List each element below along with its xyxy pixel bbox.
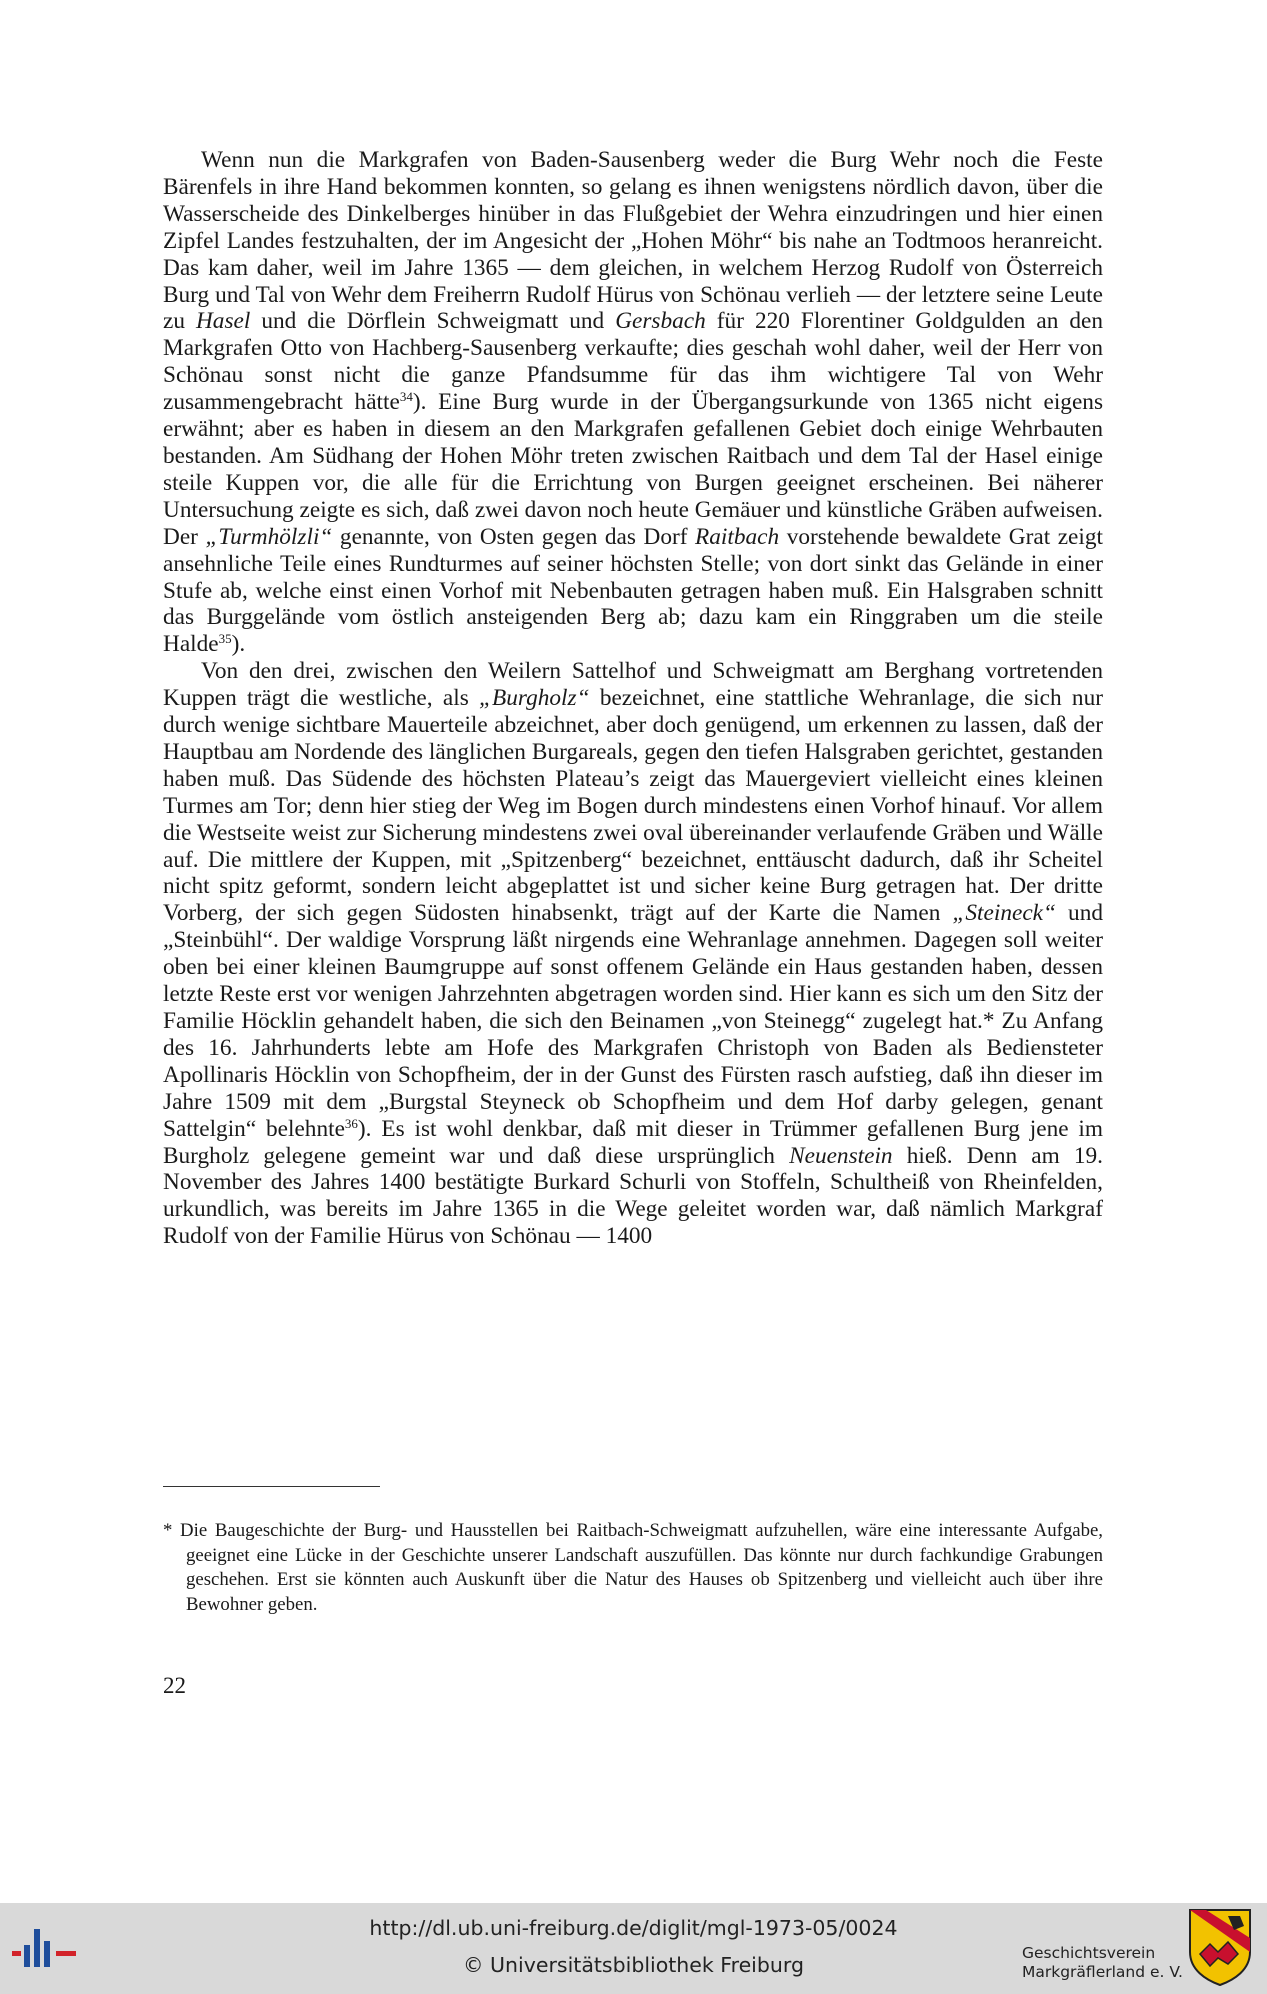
footnote-reference: 34	[399, 389, 413, 405]
main-text	[163, 147, 1103, 1250]
italic-term: „Steineck“	[952, 900, 1056, 927]
footnote-reference: 35	[218, 631, 232, 647]
footer-url-link[interactable]: http://dl.ub.uni-freiburg.de/diglit/mgl-1973-05/0024	[369, 1916, 898, 1940]
page-number: 22	[163, 1673, 186, 1698]
paragraph-1: Wenn nun die Markgrafen von Baden-Sausenberg weder die Burg Wehr noch die Feste Bärenfels in ihre Hand bekommen konnten, so gelang es ihnen wenigstens nördlich davon, über die Wasserscheide des Dinkelberges hinüber in das Flußgebiet der Wehra einzudringen und hier einen Zipfel Landes festzuhalten, der im Angesicht der „Hohen Möhr“ bis nahe an Todtmoos heranreicht. Das kam daher, weil im Jahre 1365 — dem gleichen, in welchem Herzog Rudolf von Österreich Burg und Tal von Wehr dem Freiherrn Rudolf Hürus von Schönau verlieh — der letztere seine Leute zu Hasel und die Dörflein Schweigmatt und Gersbach für 220 Florentiner Goldgulden an den Markgrafen Otto von Hachberg-Sausenberg verkaufte; dies geschah wohl daher, weil der Herr von Schönau sonst nicht die ganze Pfandsumme für das ihm wichtigere Tal von Wehr zusammengebracht hätte$^{34}$). Eine Burg wurde in der Übergangsurkunde von 1365 nicht eigens erwähnt; aber es haben in diesem an den Markgrafen gefallenen Gebiet doch einige Wehrbauten bestanden. Am Südhang der Hohen Möhr treten zwischen Raitbach und dem Tal der Hasel einige steile Kuppen vor, die alle für die Errichtung von Burgen geeignet erscheinen. Bei näherer Untersuchung zeigte es sich, daß zwei davon noch heute Gemäuer und künstliche Gräben aufweisen. Der „Turmhölzli“ genannte, von Osten gegen das Dorf Raitbach vorstehende bewaldete Grat zeigt ansehnliche Teile eines Rundturmes auf seiner höchsten Stelle; von dort sinkt das Gelände in einer Stufe ab, welche einst einen Vorhof mit Nebenbauten getragen haben muß. Ein Halsgraben schnitt das Burggelände vom östlich ansteigenden Berg ab; dazu kam ein Ringgraben um die steile Halde$^{35}$).	[163, 147, 1104, 658]
society-name	[1022, 1944, 1183, 1982]
italic-term: „Burgholz“	[479, 685, 590, 712]
markgraeflerland-crest-icon	[1188, 1908, 1252, 1986]
society-name-line1: Geschichtsverein	[1022, 1944, 1156, 1962]
italic-term: Hasel	[195, 308, 251, 335]
society-name-line2: Markgräflerland e. V.	[1022, 1963, 1183, 1981]
footer-copyright: © Universitätsbibliothek Freiburg	[463, 1953, 804, 1977]
italic-term: Raitbach	[695, 523, 780, 550]
italic-term: Gersbach	[615, 308, 706, 335]
footnote	[163, 1519, 1103, 1617]
footnote-reference: 36	[344, 1115, 358, 1131]
footnote-divider	[163, 1486, 380, 1487]
footnote-text: * Die Baugeschichte der Burg- und Hausstellen bei Raitbach-Schweigmatt aufzuhellen, wäre eine interessante Aufgabe, geeignet eine Lücke in der Geschichte unserer Landschaft auszufüllen. Das könnte nur durch fachkundige Grabungen geschehen. Erst sie könnten auch Auskunft über die Natur des Hauses ob Spitzenberg und vielleicht auch über ihre Bewohner geben.	[163, 1520, 1103, 1615]
footer-bar	[0, 1903, 1267, 1994]
italic-term: „Turmhölzli“	[205, 523, 333, 550]
italic-term: Neuenstein	[789, 1142, 893, 1169]
paragraph-2: Von den drei, zwischen den Weilern Sattelhof und Schweigmatt am Berghang vortretenden Kuppen trägt die westliche, als „Burgholz“ bezeichnet, eine stattliche Wehranlage, die sich nur durch wenige sichtbare Mauerteile abzeichnet, aber doch genügend, um erkennen zu lassen, daß der Hauptbau am Nordende des länglichen Burgareals, gegen den tiefen Halsgraben gerichtet, gestanden haben muß. Das Südende des höchsten Plateau’s zeigt das Mauergeviert vielleicht eines kleinen Turmes am Tor; denn hier stieg der Weg im Bogen durch mindestens einen Vorhof hinauf. Vor allem die Westseite weist zur Sicherung mindestens zwei oval übereinander verlaufende Gräben und Wälle auf. Die mittlere der Kuppen, mit „Spitzenberg“ bezeichnet, enttäuscht dadurch, daß ihr Scheitel nicht spitz geformt, sondern leicht abgeplattet ist und sicher keine Burg getragen hat. Der dritte Vorberg, der sich gegen Südosten hinabsenkt, trägt auf der Karte die Namen „Steineck“ und „Steinbühl“. Der waldige Vorsprung läßt nirgends eine Wehranlage annehmen. Dagegen soll weiter oben bei einer kleinen Baumgruppe auf sonst offenem Gelände ein Haus gestanden haben, dessen letzte Reste erst vor wenigen Jahrzehnten abgetragen worden sind. Hier kann es sich um den Sitz der Familie Höcklin gehandelt haben, die sich den Beinamen „von Steinegg“ zugelegt hat.* Zu Anfang des 16. Jahrhunderts lebte am Hofe des Markgrafen Christoph von Baden als Bediensteter Apollinaris Höcklin von Schopfheim, der in der Gunst des Fürsten rasch aufstieg, daß ihn dieser im Jahre 1509 mit dem „Burgstal Steyneck ob Schopfheim und dem Hof darby gelegen, genant Sattelgin“ belehnte$^{36}$). Es ist wohl denkbar, daß mit dieser in Trümmer gefallenen Burg jene im Burgholz gelegene gemeint war und daß diese ursprünglich Neuenstein hieß. Denn am 19. November des Jahres 1400 bestätigte Burkard Schurli von Stoffeln, Schultheiß von Rheinfelden, urkundlich, was bereits im Jahre 1365 in die Wege geleitet worden war, daß nämlich Markgraf Rudolf von der Familie Hürus von Schönau — 1400	[163, 658, 1103, 1250]
